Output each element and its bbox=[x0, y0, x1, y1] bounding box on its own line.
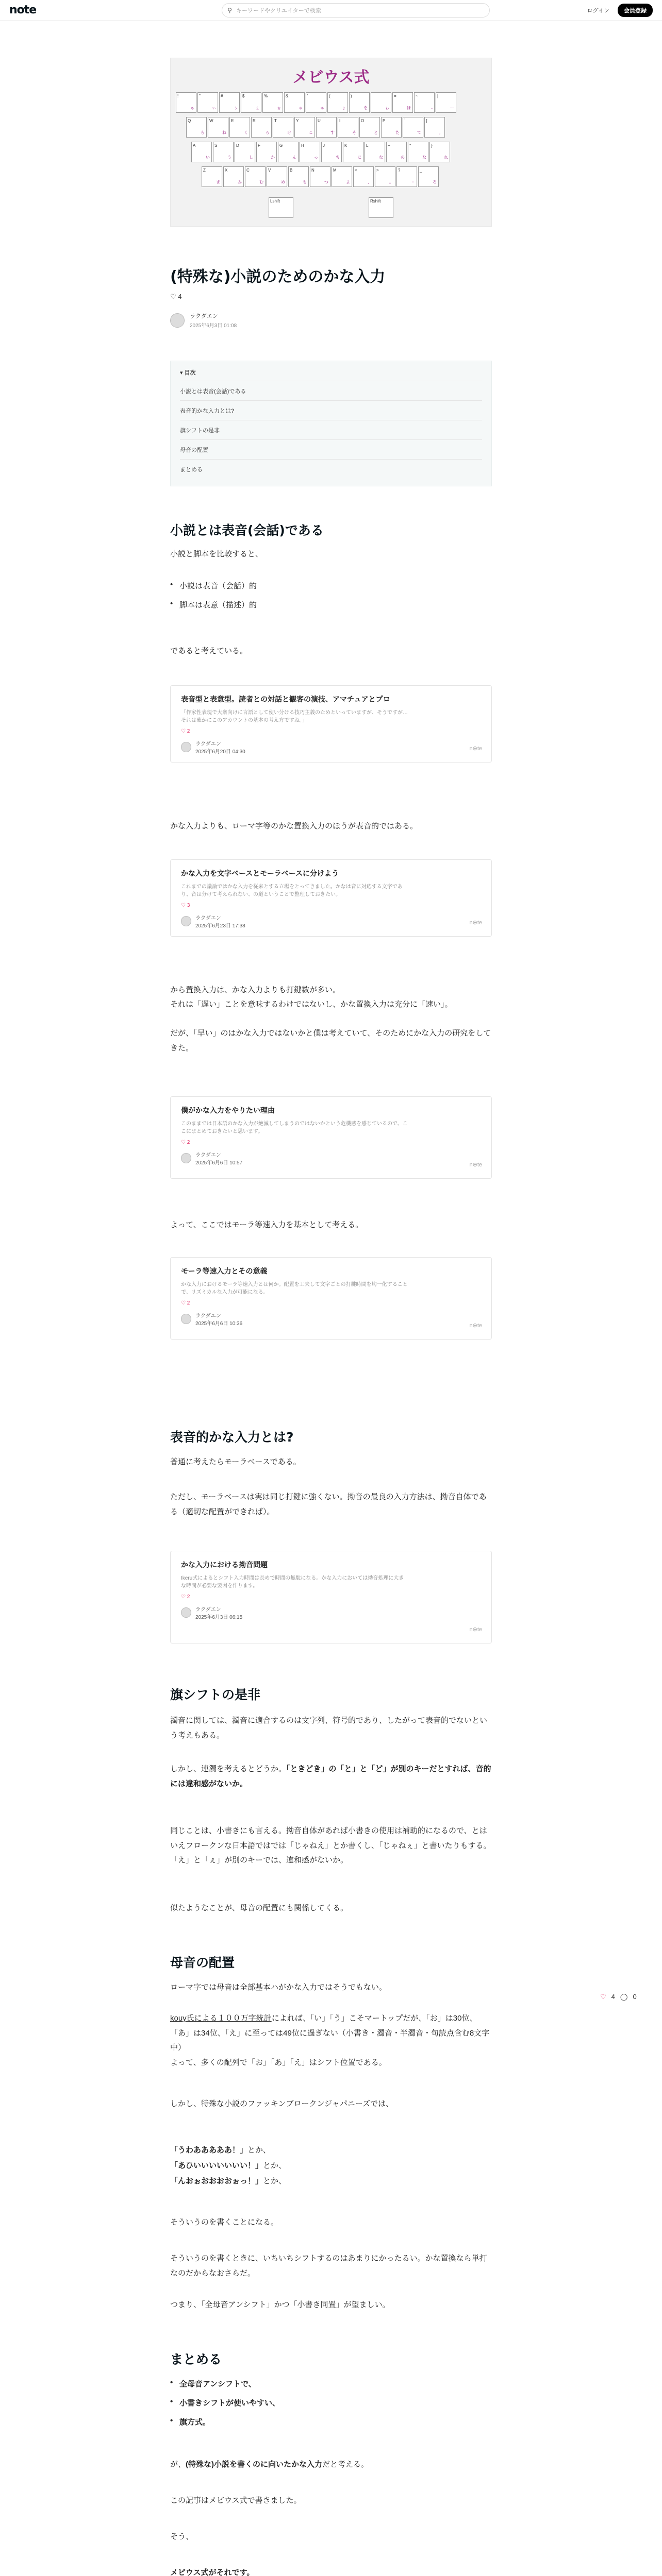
keycap: W ね bbox=[208, 117, 228, 138]
list-item: • 小説は表音（会話）的 bbox=[170, 580, 492, 591]
keycap: E く bbox=[229, 117, 250, 138]
paragraph: から置換入力は、かな入力よりも打鍵数が多い。 bbox=[170, 986, 341, 994]
paragraph: そういうのを書くことになる。 bbox=[170, 2218, 279, 2227]
keycap: Q ら bbox=[186, 117, 207, 138]
paragraph: そういうのを書くときに、いちいちシフトするのはあまりにかったるい。かな置換なら単打なのだからなおさらだ。 bbox=[170, 2254, 487, 2278]
toc-title[interactable]: ▾ 目次 bbox=[180, 370, 196, 376]
keycap: ` て bbox=[403, 117, 423, 138]
keycap: = ほ bbox=[392, 92, 413, 113]
keycap: _ ろ bbox=[418, 166, 439, 187]
heart-icon: ♡ bbox=[170, 293, 176, 300]
embedded-article-card[interactable]: かな入力を文字ベースとモーラベースに分けよう これまでの議論ではかな入力を従来とする立場をとってきました。かなは音に対応する文字であり、音は分けて考えられない、の道ということで整理しておきたい。 ♡ 3 ラクダエン 2025年6月23日 17:38 n⊕te bbox=[170, 859, 492, 937]
paragraph: 普通に考えたらモーラベースである。 bbox=[170, 1458, 301, 1466]
keycap: Y こ bbox=[294, 117, 315, 138]
paragraph: よって、多くの配列で「お」「あ」「え」はシフト位置である。 bbox=[170, 2058, 387, 2067]
keycap: S う bbox=[213, 142, 234, 162]
paragraph: 濁音に関しては、濁音に適合するのは文字列、符号的であり、したがって表音的でないという考えもある。 bbox=[170, 1716, 488, 1740]
section-heading: 母音の配置 bbox=[170, 1955, 235, 1970]
keycap: D し bbox=[235, 142, 255, 162]
keycap: * な bbox=[408, 142, 428, 162]
section-heading: 旗シフトの是非 bbox=[170, 1687, 261, 1702]
paragraph: ローマ字では母音は全部基本ハがかな入力ではそうでもない。 bbox=[170, 1983, 387, 1992]
avatar bbox=[181, 1607, 191, 1618]
comment-icon[interactable]: ◯ bbox=[620, 1993, 628, 2001]
keycap: K に bbox=[343, 142, 363, 162]
avatar bbox=[181, 916, 191, 926]
card-likes: ♡ 2 bbox=[181, 728, 190, 734]
author[interactable]: ラクダエン 2025年6月3日 01:08 bbox=[170, 312, 237, 329]
keycap: % ぉ bbox=[262, 92, 283, 113]
keycap: I そ bbox=[338, 117, 358, 138]
keycap: L な bbox=[365, 142, 385, 162]
paragraph: この記事はメビウス式で書きました。 bbox=[170, 2496, 302, 2505]
avatar bbox=[181, 742, 191, 752]
keycap: G ん bbox=[278, 142, 299, 162]
embedded-article-card[interactable]: 表音型と表意型。読者との対話と観客の演技、アマチュアとプロ 「作家性表現で大衆向けに言語として使い分ける技巧主義のためといっていますが、そうですが…それは確かにこのアカウントの基本の考え方ですね。」 ♡ 2 ラクダエン 2025年6月20日 04:30 n⊕te bbox=[170, 685, 492, 762]
signup-button[interactable]: 会員登録 bbox=[618, 4, 653, 17]
keycap: ? ・ bbox=[396, 166, 417, 187]
note-logo-icon: n⊕te bbox=[469, 745, 482, 752]
key-row bbox=[186, 117, 445, 138]
keycap: $ ぇ bbox=[241, 92, 261, 113]
keycap: < 、 bbox=[353, 166, 374, 187]
keycap: ' ゅ bbox=[306, 92, 326, 113]
toc-item[interactable]: まとめる bbox=[180, 459, 482, 479]
quote-line: 「うわあああああ！」とか、 bbox=[170, 2146, 271, 2155]
list-item: • 全母音アンシフトで、 bbox=[170, 2378, 492, 2389]
keycap: H っ bbox=[300, 142, 320, 162]
list-item: • 脚本は表意（描述）的 bbox=[170, 599, 492, 610]
header bbox=[0, 0, 662, 21]
paragraph: 小説と脚本を比較すると、 bbox=[170, 550, 263, 558]
keycap: A い bbox=[191, 142, 212, 162]
keycap: } れ bbox=[429, 142, 450, 162]
keycap: O と bbox=[359, 117, 380, 138]
like-count[interactable]: ♡ 4 bbox=[170, 293, 182, 300]
keycap: + の bbox=[386, 142, 407, 162]
note-logo[interactable]: note bbox=[9, 4, 37, 16]
keycap: | ー bbox=[436, 92, 456, 113]
keycap: X み bbox=[223, 166, 244, 187]
keycap: V め bbox=[267, 166, 287, 187]
keycap: U す bbox=[316, 117, 337, 138]
section-heading: 表音的かな入力とは? bbox=[170, 1430, 294, 1445]
paragraph: しかし、特殊な小説のファッキンブロークンジャパニーズでは、 bbox=[170, 2099, 394, 2108]
paragraph: 同じことは、小書きにも言える。拗音自体があれば小書きの使用は補助的になるので、とはいえフロークンな日本語ではでは「じゃねえ」とか書くし、「じゃねぇ」と書いたりもする。「え」と「ぇ」が別のキーでは、違和感がないか。 bbox=[170, 1826, 491, 1865]
paragraph: それは「遅い」ことを意味するわけではないし、かな置換入力は充分に「速い」。 bbox=[170, 1000, 453, 1009]
list-item: • 旗方式。 bbox=[170, 2416, 492, 2427]
bullet-list bbox=[170, 572, 492, 618]
login-link[interactable]: ログイン bbox=[587, 7, 609, 14]
table-of-contents bbox=[170, 361, 492, 486]
key-row bbox=[202, 166, 439, 187]
note-logo-icon: n⊕te bbox=[469, 920, 482, 926]
paragraph: だが、「早い」のはかな入力ではないかと僕は考えていて、そのためにかな入力の研究をしてきた。 bbox=[170, 1029, 491, 1053]
key-row bbox=[176, 92, 456, 113]
search-icon: ⚲ bbox=[227, 6, 233, 14]
note-logo-icon: n⊕te bbox=[469, 1626, 482, 1633]
paragraph: つまり、「全母音アンシフト」かつ「小書き同置」が望ましい。 bbox=[170, 2300, 390, 2309]
keycap: & ゃ bbox=[284, 92, 305, 113]
keycap: N つ bbox=[310, 166, 330, 187]
keycap: # ぅ bbox=[219, 92, 240, 113]
keycap: { 。 bbox=[424, 117, 445, 138]
keycap: ~ - bbox=[414, 92, 435, 113]
keycap: F か bbox=[256, 142, 277, 162]
quote-line: 「んおぉおおおおぉっ！」とか、 bbox=[170, 2177, 287, 2185]
section-heading: まとめる bbox=[170, 2352, 222, 2367]
embedded-article-card[interactable]: かな入力における拗音問題 Ikeru式によるとシフト入力時間は長めで時間の無駄になる。かな入力においては拗音処理に大きな時間が必要な要因を作ります。 ♡ 2 ラクダエン 2025年6月3日 06:15 n⊕te bbox=[170, 1551, 492, 1643]
keycap: ! ぁ bbox=[176, 92, 196, 113]
paragraph: 似たようなことが、母音の配置にも関係してくる。 bbox=[170, 1904, 349, 1912]
toc-item[interactable]: 小説とは表音(会話)である bbox=[180, 381, 482, 400]
key-row bbox=[191, 142, 450, 162]
keycap: T け bbox=[273, 117, 293, 138]
quote-line: 「あひいいいいいいい！」とか、 bbox=[170, 2161, 287, 2170]
stats-link[interactable]: kouy氏による１００万字統計 bbox=[170, 2014, 272, 2023]
note-logo-icon: n⊕te bbox=[469, 1162, 482, 1168]
keycap: Z ま bbox=[202, 166, 222, 187]
keycap: > 。 bbox=[375, 166, 395, 187]
lshift-key: Lshift bbox=[269, 197, 293, 218]
keycap: ( ょ bbox=[327, 92, 348, 113]
rshift-key: Rshift bbox=[369, 197, 393, 218]
keycap: C む bbox=[245, 166, 266, 187]
paragraph: よって、ここではモーラ等速入力を基本として考える。 bbox=[170, 1221, 363, 1229]
paragraph: かな入力よりも、ローマ字等のかな置換入力のほうが表音的ではある。 bbox=[170, 822, 418, 831]
keycap: ゎ bbox=[371, 92, 391, 113]
keycap: J ち bbox=[321, 142, 342, 162]
article-title: (特殊な)小説のためのかな入力 bbox=[170, 268, 386, 286]
paragraph: が、(特殊な)小説を書くのに向いたかな入力だと考える。 bbox=[170, 2460, 369, 2469]
section-heading: 小説とは表音(会話)である bbox=[170, 523, 324, 538]
toc-item[interactable]: 母音の配置 bbox=[180, 439, 482, 459]
paragraph: メビウス式がそれです。 bbox=[170, 2568, 255, 2576]
avatar bbox=[181, 1314, 191, 1324]
toc-item[interactable]: 旗シフトの是非 bbox=[180, 420, 482, 439]
paragraph: ただし、モーラベースは実は同じ打鍵に強くない。拗音の最良の入力方法は、拗音自体である（適切な配置ができれば）。 bbox=[170, 1493, 487, 1516]
paragraph: しかし、連濁を考えるとどうか。「ときどき」の「と」と「ど」が別のキーだとすれば、音的には違和感がないか。 bbox=[170, 1765, 491, 1788]
keycap: P た bbox=[381, 117, 402, 138]
floating-actions: ♡ 4 ◯ 0 bbox=[600, 1993, 637, 2001]
hero-title: メビウス式 bbox=[292, 69, 370, 87]
embedded-article-card[interactable]: 僕がかな入力をやりたい理由 このままでは日本語のかな入力が絶滅してしまうのではないかという危機感を感じているので、ここにまとめておきたいと思います。 ♡ 2 ラクダエン 2025年6月6日 10:57 n⊕te bbox=[170, 1096, 492, 1179]
keycap: B も bbox=[288, 166, 309, 187]
note-logo-icon: n⊕te bbox=[469, 1323, 482, 1329]
search-input[interactable]: ⚲ キーワードやクリエイターで検索 bbox=[222, 3, 490, 18]
keycap: ) を bbox=[349, 92, 370, 113]
embedded-article-card[interactable]: モーラ等速入力とその意義 かな入力におけるモーラ等速入力とは何か。配置を工夫して文字ごとの打鍵時間を均一化することで、リズミカルな入力が可能になる。 ♡ 2 ラクダエン 2025年6月6日 10:36 n⊕te bbox=[170, 1257, 492, 1340]
avatar bbox=[170, 313, 185, 328]
keycap: M よ bbox=[332, 166, 352, 187]
heart-icon[interactable]: ♡ bbox=[600, 1993, 606, 2001]
list-item: • 小書きシフトが使いやすい、 bbox=[170, 2397, 492, 2408]
hero-image bbox=[170, 58, 492, 227]
paragraph: そう、 bbox=[170, 2532, 194, 2541]
avatar bbox=[181, 1153, 191, 1163]
paragraph: kouy氏による１００万字統計によれば、「い」「う」こそマートップだが、「お」は30位、「あ」は34位、「え」に至っては49位に過ぎない（小書き・濁音・半濁音・句読点含む8文字中） bbox=[170, 2014, 490, 2052]
keycap: R ろ bbox=[251, 117, 272, 138]
paragraph: であると考えている。 bbox=[170, 647, 248, 655]
toc-item[interactable]: 表音的かな入力とは? bbox=[180, 400, 482, 420]
bullet-list bbox=[170, 2370, 492, 2435]
keycap: " ぃ bbox=[197, 92, 218, 113]
